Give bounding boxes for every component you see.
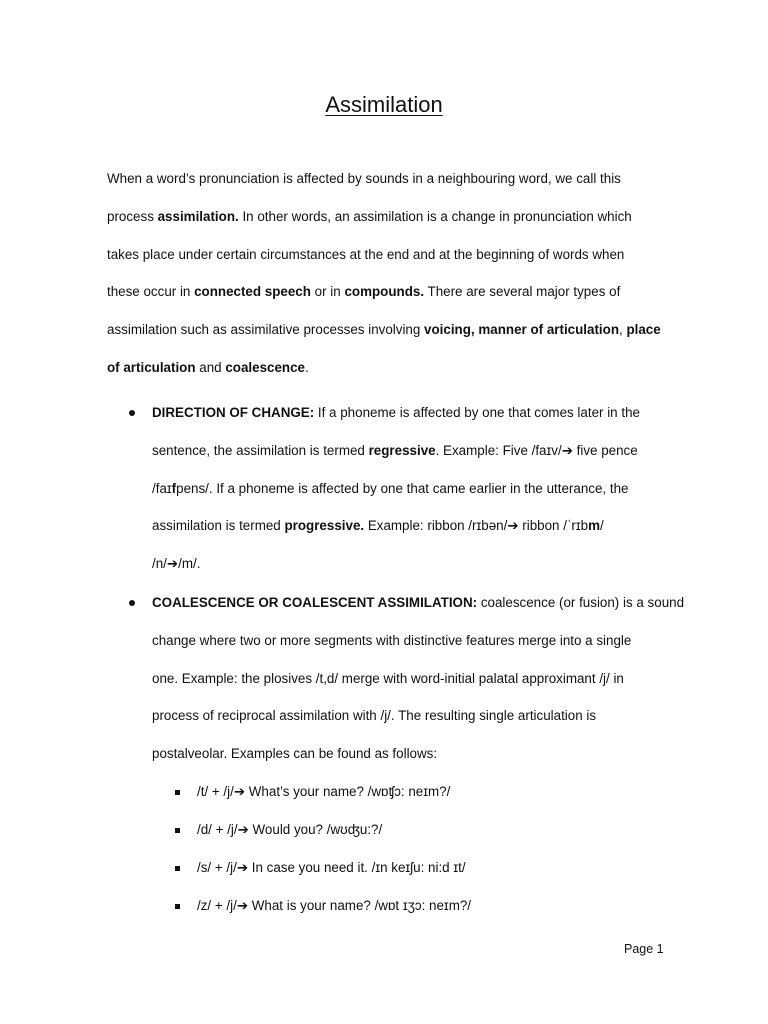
text: assimilation is termed [152, 518, 285, 534]
text: these occur in [107, 284, 195, 300]
text: When a word’s pronunciation is affected by sounds in a neighbouring word, we call this [107, 171, 621, 186]
arrow-icon: ➔ [237, 822, 249, 837]
text: What is your name? /wɒt ɪʒɔ: neɪm?/ [248, 898, 472, 913]
arrow-icon: ➔ [166, 556, 179, 572]
text: takes place under certain circumstances at the end and at the beginning of words when [107, 246, 625, 262]
bullet2-line-4 [152, 697, 672, 735]
text: /m/. [178, 556, 201, 572]
bullet1-line-5 [152, 545, 672, 583]
text: pens/. If a phoneme is affected by one that came earlier in the utterance, the [176, 480, 629, 496]
arrow-icon: ➔ [236, 898, 249, 913]
term-of-articulation: of articulation [107, 359, 196, 375]
bullet2-line-2 [152, 622, 672, 660]
sub-bullet-square [175, 828, 180, 833]
text: process of reciprocal assimilation with /j/. The resulting single articulation is [152, 708, 597, 724]
text: , [619, 322, 627, 338]
term-manner: manner of articulation [478, 322, 619, 338]
page-number: Page 1 [624, 942, 664, 956]
text: sentence, the assimilation is termed [152, 442, 369, 458]
intro-line-1 [107, 160, 667, 198]
text: /z/ + /j/ [197, 898, 237, 913]
text: /n/ [152, 556, 167, 572]
bullet-direction-of-change [152, 394, 672, 583]
arrow-icon: ➔ [561, 442, 573, 458]
example-item [197, 887, 471, 925]
text: coalescence (or fusion) is a sound [477, 595, 685, 610]
example-item [197, 849, 466, 887]
term-connected-speech: connected speech [194, 284, 311, 300]
text: /t/ + /j/ [197, 784, 234, 799]
page-title: Assimilation [325, 92, 443, 117]
text: or in [310, 284, 345, 300]
intro-line-5 [107, 311, 667, 349]
term-coalescence: coalescence [225, 359, 305, 375]
bullet2-line-5 [152, 735, 672, 773]
term-progressive: progressive. [284, 518, 365, 534]
arrow-icon: ➔ [233, 784, 246, 799]
bullet-dot [129, 410, 135, 416]
text: /s/ + /j/ [197, 860, 237, 875]
intro-line-4 [107, 273, 667, 311]
heading-coalescence: COALESCENCE OR COALESCENT ASSIMILATION: [152, 595, 478, 610]
term-assimilation: assimilation. [157, 208, 239, 224]
intro-line-3 [107, 236, 667, 274]
text: postalveolar. Examples can be found as follows: [152, 746, 438, 762]
text: five pence [572, 442, 638, 458]
bullet2-line-3 [152, 660, 672, 698]
text: What’s your name? /wɒʧɔ: neɪm?/ [245, 784, 451, 799]
bullet-coalescence [152, 584, 685, 773]
text: change where two or more segments with distinctive features merge into a single [152, 632, 632, 648]
text: f [171, 480, 177, 496]
bullet1-line-2 [152, 432, 672, 470]
text: , [470, 322, 479, 338]
bullet1-line-4 [152, 507, 672, 545]
intro-line-6 [107, 349, 667, 387]
text: / [600, 518, 604, 534]
text: There are several major types of [424, 284, 621, 300]
example-item [197, 773, 450, 811]
text: In case you need it. /ɪn keɪʃu: ni:d ɪt/ [248, 860, 466, 875]
text: In other words, an assimilation is a change in pronunciation which [238, 208, 632, 224]
text: . Example: Five /faɪv/ [435, 442, 562, 458]
text: Example: ribbon /rɪbən/ [364, 518, 508, 534]
bullet1-line-3 [152, 470, 672, 508]
sub-bullet-square [175, 790, 180, 795]
sub-bullet-square [175, 866, 180, 871]
text: process [107, 208, 158, 224]
bullet-dot [129, 600, 135, 606]
bullet1-line-1 [152, 394, 672, 432]
term-regressive: regressive [368, 442, 436, 458]
heading-direction-of-change: DIRECTION OF CHANGE: [152, 405, 315, 420]
sub-bullet-square [175, 904, 180, 909]
text: /faɪ [152, 480, 172, 496]
text: ribbon /ˈrɪb [518, 518, 589, 534]
text: /d/ + /j/ [197, 822, 238, 837]
example-item [197, 811, 382, 849]
term-voicing: voicing [424, 322, 471, 338]
intro-paragraph [107, 160, 667, 387]
bullet2-line-1 [152, 584, 685, 622]
term-place: place [626, 322, 661, 338]
text: one. Example: the plosives /t,d/ merge with word-initial palatal approximant /j/ in [152, 670, 624, 686]
arrow-icon: ➔ [236, 860, 249, 875]
text: assimilation such as assimilative processes involving [107, 322, 425, 338]
text: . [305, 359, 309, 375]
text: m [588, 518, 601, 534]
intro-line-2 [107, 198, 667, 236]
text: and [195, 359, 226, 375]
term-compounds: compounds. [344, 284, 425, 300]
arrow-icon: ➔ [507, 518, 519, 534]
text: If a phoneme is affected by one that comes later in the [314, 405, 640, 420]
text: Would you? /wʊʤu:?/ [248, 822, 383, 837]
